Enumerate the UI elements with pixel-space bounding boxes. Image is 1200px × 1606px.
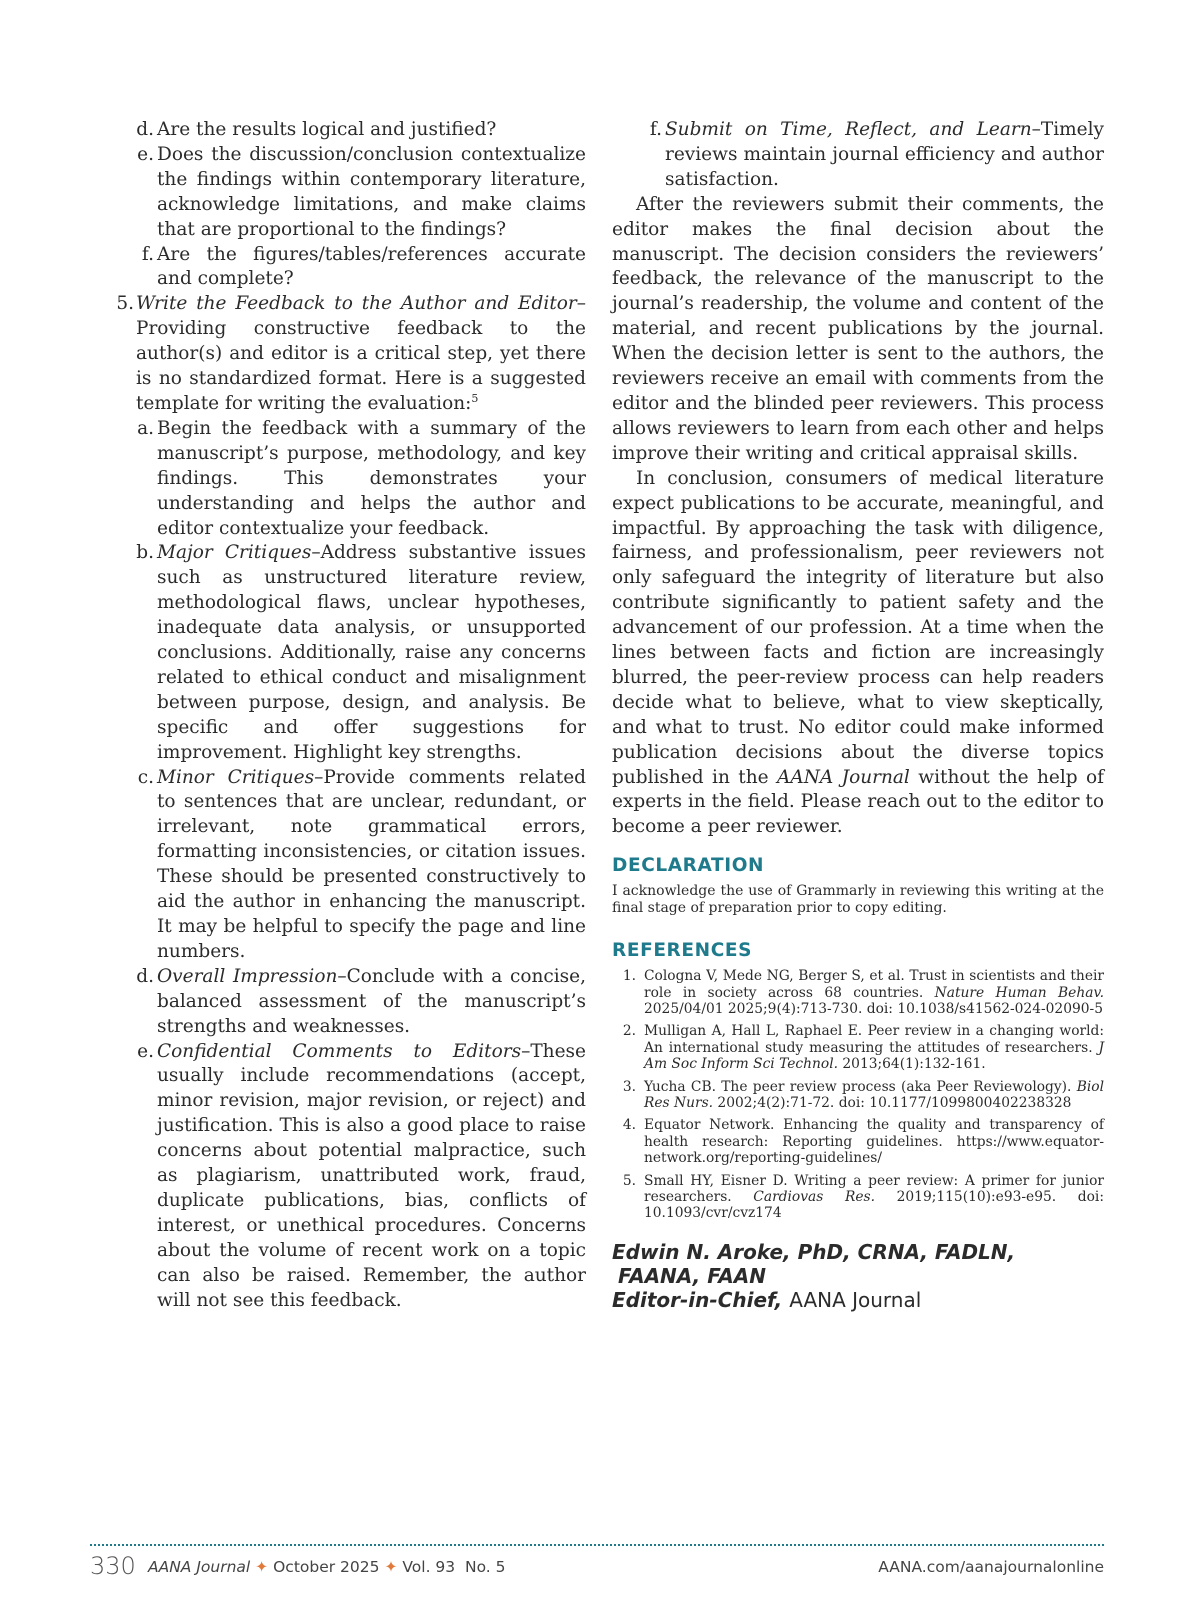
list-marker: a. [137, 417, 154, 439]
list-item [112, 243, 586, 293]
list-text: Does the discussion/conclusion contextualize the findings within contemporary literature, acknowledge limitations, and make claims that are proportional to the findings? [157, 143, 586, 240]
reference-journal: Nature Human Behav. [934, 984, 1104, 1001]
item-body: Begin the feedback with a summary of the manuscript’s purpose, methodology, and key findings. This demonstrates your understanding and helps the author and editor contextualize your feedback. [157, 417, 586, 539]
reference-journal: J Am Soc Inform Sci Technol. [644, 1039, 1104, 1073]
list-marker: f. [141, 243, 154, 265]
reference-text [644, 1079, 1104, 1112]
reference-text [644, 1117, 1104, 1166]
reference-item [612, 1023, 1104, 1072]
reference-number: 3. [622, 1078, 636, 1095]
signature-credentials: FAANA, FAAN [618, 1263, 766, 1288]
reference-details: 2025/04/01 2025;9(4):713-730. doi: 10.1038/s41562-024-02090-5 [644, 1000, 1103, 1017]
list-marker: b. [136, 542, 154, 564]
reference-number: 2. [622, 1023, 636, 1040]
reference-authors-title: Mulligan A, Hall L, Raphael E. Peer review in a changing world: An international study measuring the attitudes of researchers. [644, 1023, 1104, 1056]
list-item [112, 417, 586, 542]
journal-info [148, 1558, 506, 1576]
list-item [112, 766, 586, 965]
list-marker: f. [649, 119, 662, 140]
reference-item [612, 1079, 1104, 1112]
reference-text [644, 968, 1104, 1017]
page-footer [90, 1552, 1104, 1584]
item-body: –Providing constructive feedback to the author(s) and editor is a critical step, yet there is no standardized format. Here is a suggested template for writing the evaluation: [136, 293, 586, 414]
list-marker: e. [137, 1040, 154, 1062]
page-number: 330 [90, 1552, 136, 1580]
list-marker: d. [136, 965, 154, 987]
list-text [157, 1040, 586, 1314]
list-marker: 5. [116, 293, 134, 315]
list-item [112, 118, 586, 143]
body-paragraph [612, 467, 1104, 841]
footer-divider [90, 1544, 1104, 1546]
signature-role-line [612, 1288, 1104, 1312]
list-text: Are the figures/tables/references accurate and complete? [157, 243, 586, 290]
list-text [157, 417, 586, 542]
item-body: –These usually include recommendations (accept, minor revision, major revision, or reject) and justification. This is also a good place to raise concerns about potential malpractice, such as plagiarism, unattributed work, fraud, duplicate publications, bias, conflicts of interest, or unethical procedures. Concerns about the volume of recent work on a topic can also be raised. Remember, the author will not see this feedback. [157, 1040, 586, 1311]
paragraph-text: without the help of experts in the field. Please reach out to the editor to become a peer reviewer. [612, 766, 1104, 838]
reference-journal: Cardiovas Res. [753, 1188, 875, 1205]
footer-journal-name: AANA Journal [148, 1558, 251, 1576]
diamond-icon: ✦ [255, 1558, 269, 1576]
list-marker: e. [137, 143, 154, 165]
list-text [157, 541, 586, 765]
reference-number: 5. [622, 1172, 636, 1189]
diamond-icon: ✦ [384, 1558, 398, 1576]
item-title: Confidential Comments to Editors [157, 1040, 522, 1062]
list-text [157, 965, 586, 1040]
reference-item [612, 1173, 1104, 1222]
footer-issue: October 2025 [273, 1558, 380, 1576]
reference-number: 4. [622, 1117, 636, 1134]
reference-details: 2019;115(10):e93-e95. doi: 10.1093/cvr/cvz174 [644, 1188, 1104, 1222]
list-marker: c. [137, 766, 154, 788]
list-item [112, 965, 586, 1040]
reference-list [612, 968, 1104, 1222]
item-body: –Timely reviews maintain journal efficiency and author satisfaction. [665, 119, 1104, 190]
reference-number: 1. [622, 968, 636, 985]
list-item [112, 143, 586, 243]
body-paragraph: After the reviewers submit their comments, the editor makes the final decision about the manuscript. The decision considers the reviewers’ feedback, the relevance of the manuscript to the journal’s readership, the volume and content of the material, and recent publications by the journal. When the decision letter is sent to the authors, the reviewers receive an email with comments from the editor and the blinded peer reviewers. This process allows reviewers to learn from each other and helps improve their writing and critical appraisal skills. [612, 193, 1104, 464]
signature-block [612, 1240, 1104, 1312]
reference-authors-title: Equator Network. Enhancing the quality and transparency of health research: Reporting guidelines. https://www.equator-network.org/reporting-guidelines/ [644, 1117, 1104, 1167]
list-item [612, 118, 1104, 193]
reference-authors-title: Small HY, Eisner D. Writing a peer review: A primer for junior researchers. [644, 1172, 1104, 1205]
signature-role: Editor-in-Chief, [612, 1287, 783, 1312]
right-column [612, 118, 1104, 1312]
reference-details: 2013;64(1):132-161. [838, 1056, 986, 1073]
list-text [157, 766, 586, 965]
declaration-text: I acknowledge the use of Grammarly in reviewing this writing at the final stage of preparation prior to copy editing. [612, 883, 1104, 917]
signature-name: Edwin N. Aroke, PhD, CRNA, FADLN, [612, 1239, 1016, 1264]
reference-item [612, 1117, 1104, 1166]
list-text [665, 118, 1104, 193]
item-title: Submit on Time, Reflect, and Learn [665, 119, 1032, 140]
item-body: –Provide comments related to sentences that are unclear, redundant, or irrelevant, note grammatical errors, formatting inconsistencies, or citation issues. These should be presented constructively to aid the author in enhancing the manuscript. It may be helpful to specify the page and line numbers. [157, 766, 586, 962]
footer-url[interactable]: AANA.com/aanajournalonline [878, 1558, 1104, 1576]
left-column [112, 118, 586, 1314]
reference-authors-title: Cologna V, Mede NG, Berger S, et al. Trust in scientists and their role in society across 68 countries. [644, 968, 1104, 1001]
list-item [112, 541, 586, 765]
references-heading: REFERENCES [612, 940, 753, 962]
reference-text [644, 1023, 1104, 1072]
declaration-heading: DECLARATION [612, 855, 765, 877]
list-item [112, 292, 586, 417]
reference-text [644, 1173, 1104, 1222]
list-text: Are the results logical and justified? [157, 119, 497, 140]
item-body: –Address substantive issues such as unstructured literature review, methodological flaws, unclear hypotheses, inadequate data analysis, or unsupported conclusions. Additionally, raise any concerns related to ethical conduct and misalignment between purpose, design, and analysis. Be specific and offer suggestions for improvement. Highlight key strengths. [157, 542, 586, 763]
signature-journal: AANA Journal [789, 1287, 922, 1312]
item-body: –Conclude with a concise, balanced assessment of the manuscript’s strengths and weaknesses. [157, 965, 586, 1037]
footer-volume: Vol. 93 No. 5 [402, 1558, 506, 1576]
reference-item [612, 968, 1104, 1017]
journal-name: AANA Journal [777, 766, 910, 788]
list-text [136, 292, 586, 417]
reference-details: 2002;4(2):71-72. doi: 10.1177/1099800402238328 [713, 1094, 1072, 1111]
item-title: Overall Impression [157, 965, 338, 987]
item-title: Write the Feedback to the Author and Editor [136, 293, 577, 315]
list-item [112, 1040, 586, 1314]
reference-authors-title: Yucha CB. The peer review process (aka Peer Reviewology). [644, 1078, 1077, 1095]
reference-journal: Biol Res Nurs. [644, 1078, 1104, 1111]
list-marker: d. [136, 119, 154, 140]
paragraph-text: In conclusion, consumers of medical literature expect publications to be accurate, meaningful, and impactful. By approaching the task with diligence, fairness, and professionalism, peer reviewers not only safeguard the integrity of literature but also contribute significantly to patient safety and the advancement of our profession. At a time when the lines between facts and fiction are increasingly blurred, the peer-review process can help readers decide what to believe, what to view skeptically, and what to trust. No editor could make informed publication decisions about the diverse topics published in the [612, 467, 1104, 788]
item-title: Minor Critiques [157, 766, 315, 788]
citation-superscript: 5 [471, 391, 479, 405]
item-title: Major Critiques [157, 542, 312, 564]
